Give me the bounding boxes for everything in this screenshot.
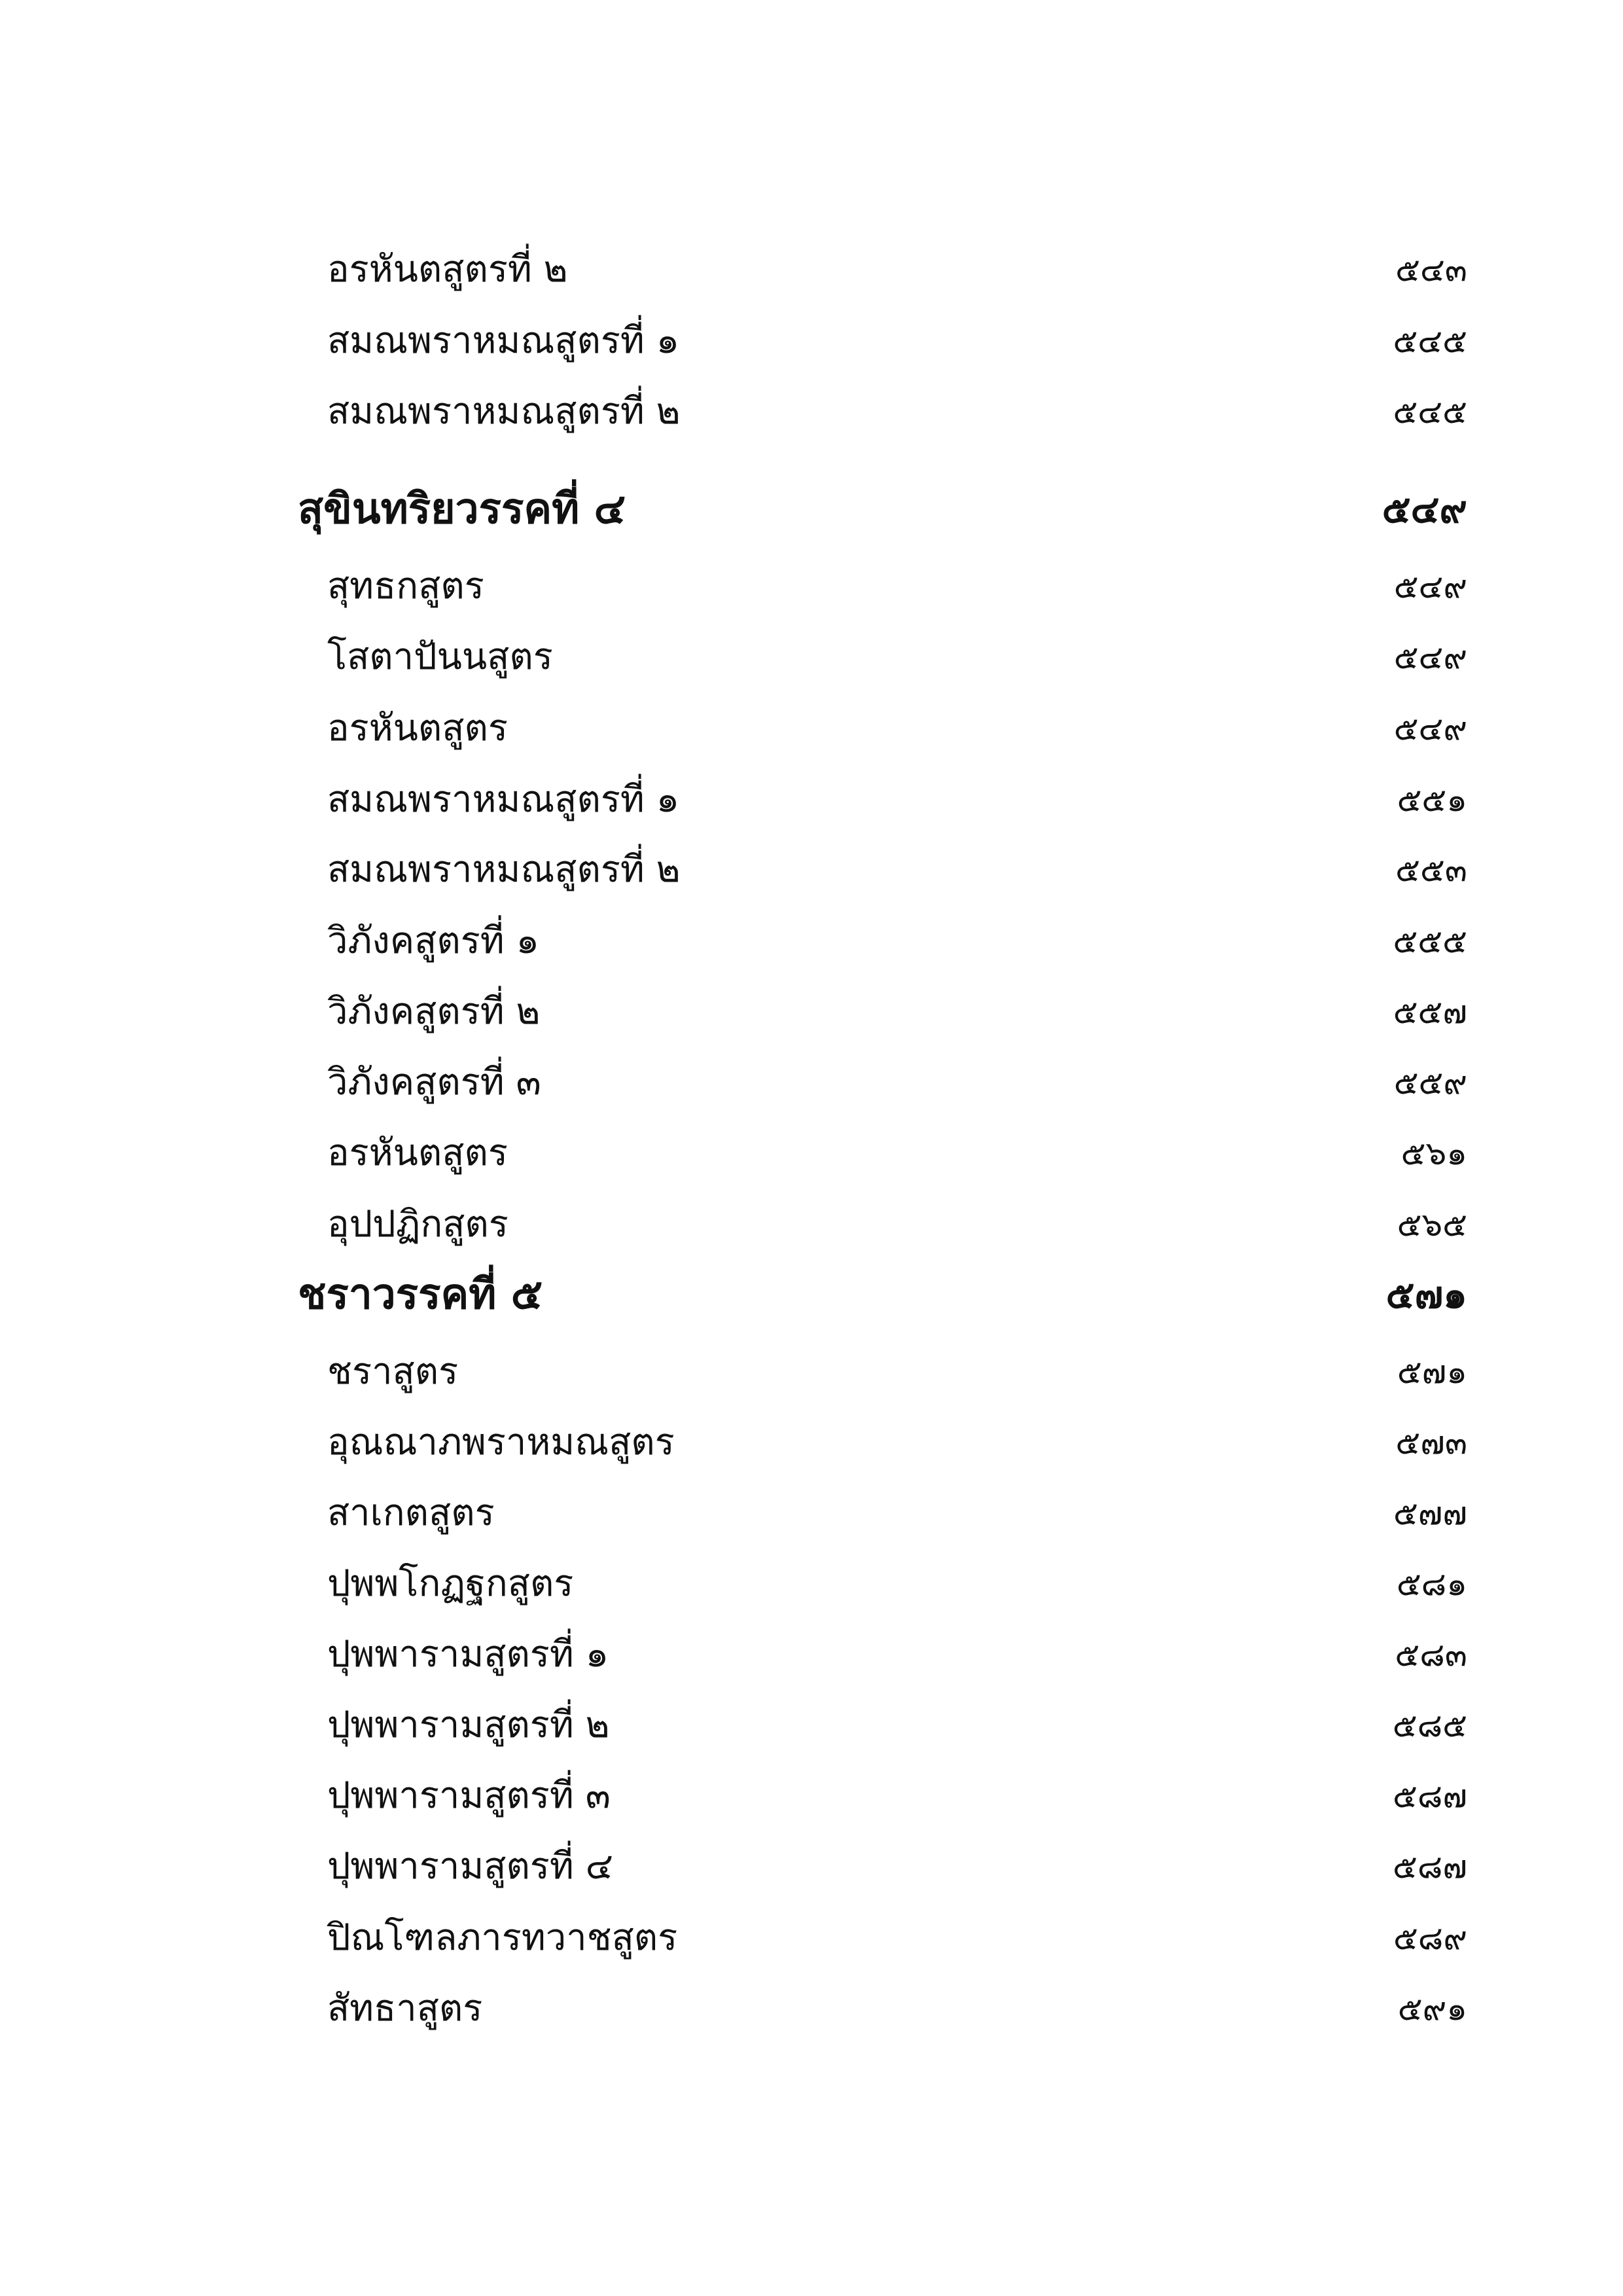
toc-entry-page: ๕๘๙: [1393, 1919, 1467, 1957]
toc-section-heading: [0, 476, 1623, 542]
toc-entry-page: ๕๖๕: [1397, 1206, 1467, 1244]
toc-section-heading: [0, 1262, 1623, 1327]
toc-entry-title: ปุพพโกฏฐกสูตร: [327, 1562, 574, 1605]
toc-entry-title: อุณณาภพราหมณสูตร: [327, 1421, 675, 1463]
toc-entry-page: ๕๘๕: [1392, 1706, 1467, 1744]
toc-entry-page: ๕๔๕: [1393, 322, 1467, 360]
toc-entry-page: ๕๘๗: [1392, 1777, 1467, 1815]
toc-entry-page: ๕๗๑: [1397, 1353, 1467, 1391]
toc-entry: [0, 624, 1623, 690]
toc-entry: [0, 1121, 1623, 1186]
toc-section-title: ชราวรรคที่ ๕: [298, 1270, 543, 1319]
toc-entry: [0, 1339, 1623, 1405]
toc-entry: [0, 237, 1623, 302]
toc-entry-page: ๕๗๗: [1393, 1494, 1467, 1532]
toc-entry-page: ๕๔๙: [1393, 567, 1467, 605]
toc-entry-title: สาเกตสูตร: [327, 1492, 495, 1534]
toc-entry: [0, 308, 1623, 374]
toc-entry-title: ปุพพารามสูตรที่ ๒: [327, 1704, 610, 1746]
toc-entry-title: ชราสูตร: [327, 1350, 459, 1393]
toc-entry-title: อรหันตสูตร: [327, 707, 508, 749]
toc-entry: [0, 554, 1623, 619]
toc-entry-page: ๕๔๕: [1393, 393, 1467, 431]
toc-entry-title: สมณพราหมณสูตรที่ ๒: [327, 848, 681, 891]
toc-entry-title: ปุพพารามสูตรที่ ๓: [327, 1774, 611, 1817]
toc-entry: [0, 696, 1623, 761]
toc-entry: [0, 1976, 1623, 2041]
toc-entry-page: ๕๘๗: [1392, 1848, 1467, 1886]
toc-entry-title: วิภังคสูตรที่ ๒: [327, 990, 541, 1033]
toc-entry-page: ๕๕๓: [1395, 851, 1467, 889]
toc-entry: [0, 379, 1623, 444]
toc-entry-title: สัทธาสูตร: [327, 1987, 483, 2030]
toc-entry: [0, 1834, 1623, 1899]
toc-entry-page: ๕๙๑: [1397, 1990, 1467, 2028]
toc-entry-title: วิภังคสูตรที่ ๓: [327, 1061, 541, 1103]
toc-entry: [0, 837, 1623, 903]
toc-entry-title: สมณพราหมณสูตรที่ ๑: [327, 319, 680, 362]
toc-entry: [0, 1622, 1623, 1687]
toc-entry-title: ปิณโฑลภารทวาชสูตร: [327, 1916, 678, 1959]
toc-entry: [0, 1905, 1623, 1971]
toc-entry-page: ๕๕๗: [1393, 993, 1467, 1031]
toc-entry: [0, 767, 1623, 833]
toc-entry: [0, 1050, 1623, 1115]
toc-section-page: ๕๗๑: [1385, 1272, 1467, 1317]
toc-section-title: สุขินทริยวรรคที่ ๔: [298, 484, 626, 533]
toc-entry-page: ๕๔๓: [1395, 251, 1467, 289]
toc-entry-title: สมณพราหมณสูตรที่ ๒: [327, 390, 681, 433]
toc-entry-page: ๕๕๕: [1393, 922, 1467, 960]
toc-entry-title: อรหันตสูตรที่ ๒: [327, 248, 568, 291]
toc-entry: [0, 1551, 1623, 1617]
toc-entry-title: วิภังคสูตรที่ ๑: [327, 920, 540, 962]
toc-entry-title: ปุพพารามสูตรที่ ๔: [327, 1845, 613, 1888]
toc-entry-title: โสตาปันนสูตร: [327, 636, 553, 678]
toc-entry: [0, 1480, 1623, 1546]
toc-entry-title: อุปปฏิกสูตร: [327, 1203, 508, 1246]
toc-entry-title: สุทธกสูตร: [327, 565, 484, 607]
toc-entry-page: ๕๔๙: [1393, 709, 1467, 747]
toc-entry: [0, 1410, 1623, 1475]
toc-entry-title: ปุพพารามสูตรที่ ๑: [327, 1633, 609, 1676]
toc-entry: [0, 1763, 1623, 1829]
toc-entry-page: ๕๕๙: [1393, 1064, 1467, 1102]
toc-entry: [0, 979, 1623, 1045]
toc-entry-page: ๕๘๑: [1396, 1565, 1467, 1603]
toc-entry: [0, 908, 1623, 974]
toc-entry-page: ๕๗๓: [1395, 1424, 1467, 1462]
toc-entry-title: สมณพราหมณสูตรที่ ๑: [327, 778, 680, 821]
toc-entry-page: ๕๕๑: [1397, 781, 1467, 819]
toc-entry-title: อรหันตสูตร: [327, 1132, 508, 1174]
toc-entry-page: ๕๘๓: [1395, 1636, 1467, 1674]
toc-entry-page: ๕๖๑: [1400, 1134, 1467, 1172]
toc-section-page: ๕๔๙: [1382, 487, 1467, 531]
toc-entry: [0, 1192, 1623, 1257]
toc-entry-page: ๕๔๙: [1393, 638, 1467, 676]
toc-entry: [0, 1693, 1623, 1758]
